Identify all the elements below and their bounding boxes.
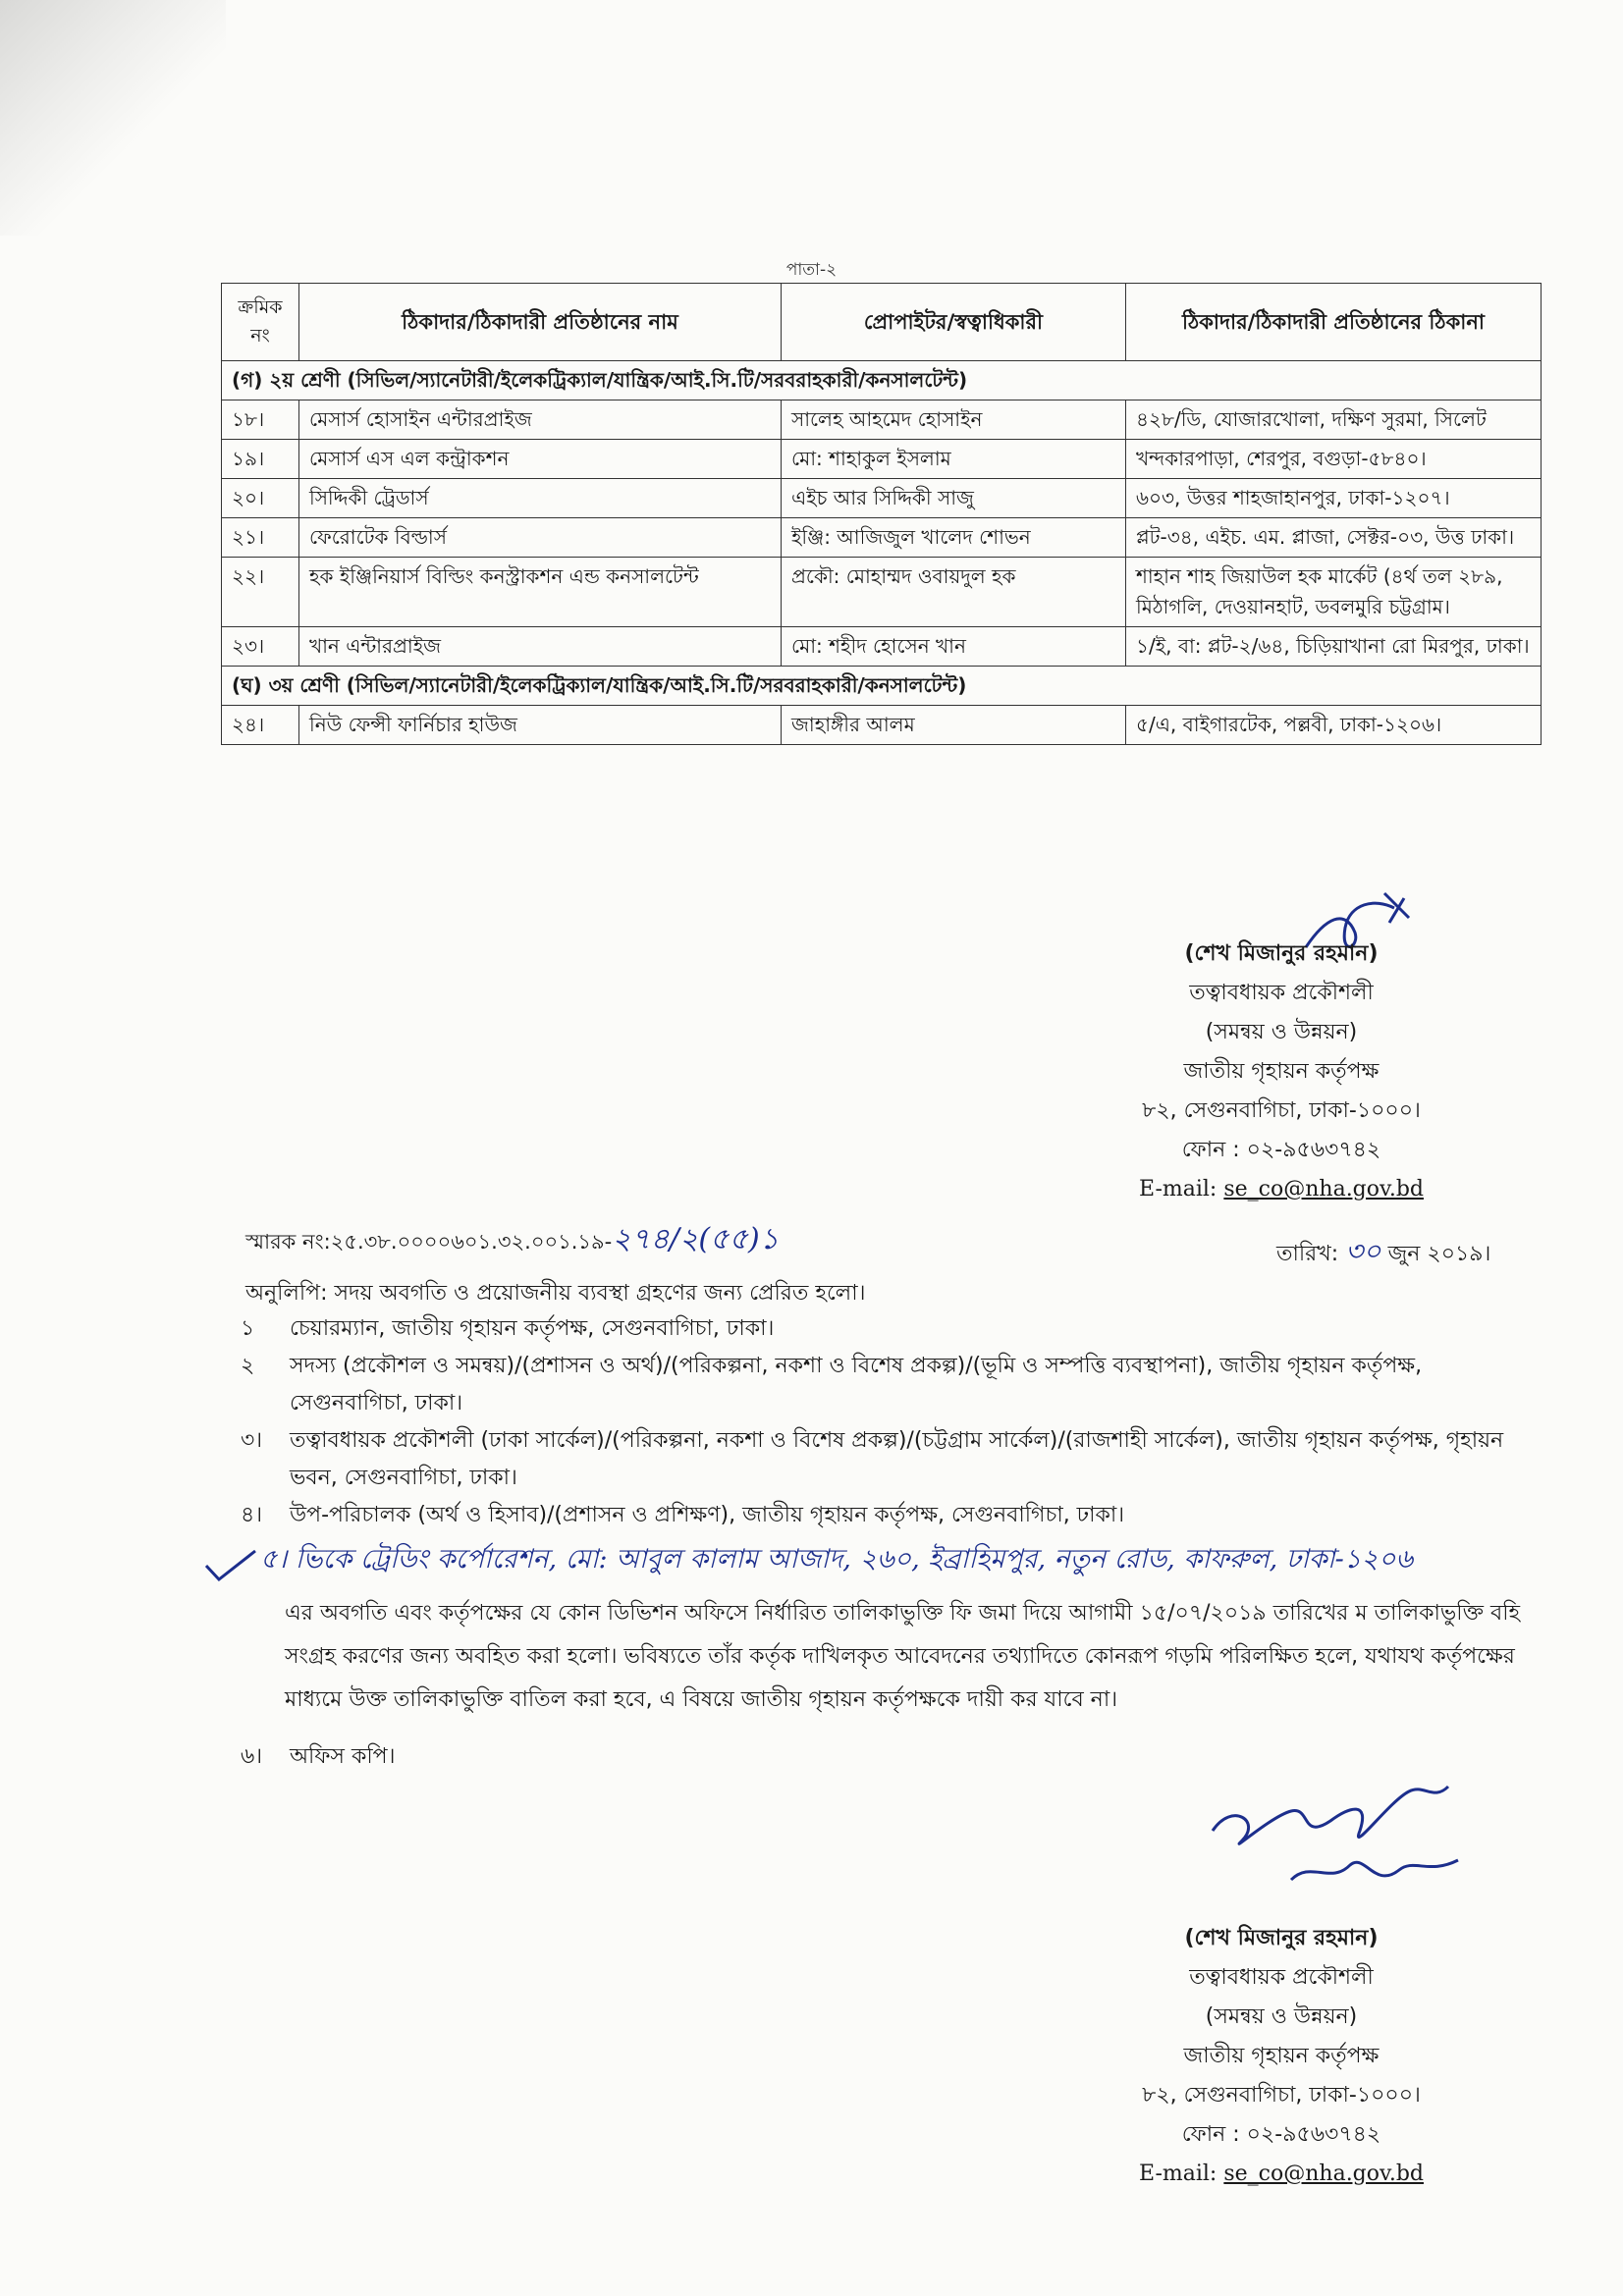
office-text: অফিস কপি। bbox=[290, 1744, 396, 1769]
table-row bbox=[222, 400, 1542, 440]
page-number: পাতা-২ bbox=[785, 260, 838, 280]
cc-num: ১ bbox=[241, 1316, 255, 1341]
signatory-org: জাতীয় গৃহায়ন কর্তৃপক্ষ bbox=[1183, 2044, 1380, 2068]
cc-text: চেয়ারম্যান, জাতীয় গৃহায়ন কর্তৃপক্ষ, সেগুনবাগিচা, ঢাকা। bbox=[290, 1316, 775, 1341]
signatory-title: তত্বাবধায়ক প্রকৌশলী bbox=[1189, 981, 1374, 1005]
address-cell: শাহান শাহ জিয়াউল হক মার্কেট (৪র্থ তল ২৮৯, মিঠাগলি, দেওয়ানহাট, ডবলমুরি চট্টগ্রাম। bbox=[1126, 558, 1542, 627]
memo-date bbox=[1276, 1230, 1490, 1276]
firm-name-cell: মেসার্স হোসাইন এন্টারপ্রাইজ bbox=[299, 400, 782, 440]
cc-item bbox=[241, 1348, 1546, 1422]
check-mark bbox=[201, 1546, 260, 1585]
cc-text: তত্বাবধায়ক প্রকৌশলী (ঢাকা সার্কেল)/(পরিকল্পনা, নকশা ও বিশেষ প্রকল্প)/(চট্টগ্রাম সার্কেল)/(রাজশাহী সার্কেল), জাতীয় গৃহায়ন কর্তৃপক্ষ, গৃহায়ন ভবন, সেগুনবাগিচা, ঢাকা। bbox=[290, 1428, 1504, 1490]
signature-mark-2 bbox=[1203, 1762, 1497, 1919]
col-address: ঠিকাদার/ঠিকাদারী প্রতিষ্ঠানের ঠিকানা bbox=[1126, 284, 1542, 361]
memo-handwritten: ২৭৪/২(৫৫)১ bbox=[612, 1222, 780, 1256]
cc-item bbox=[241, 1310, 1546, 1348]
signatory-phone: ফোন : ০২-৯৫৬৩৭৪২ bbox=[1181, 2122, 1381, 2147]
cc-num: ৩। bbox=[241, 1428, 263, 1453]
col-serial: ক্রমিক নং bbox=[222, 284, 299, 361]
proprietor-cell: এইচ আর সিদ্দিকী সাজু bbox=[782, 479, 1126, 518]
serial-cell: ২৪। bbox=[222, 706, 299, 745]
address-cell: ৫/এ, বাইগারটেক, পল্লবী, ঢাকা-১২০৬। bbox=[1126, 706, 1542, 745]
firm-name-cell: হক ইঞ্জিনিয়ার্স বিল্ডিং কনস্ট্রাকশন এন্ড কনসালটেন্ট bbox=[299, 558, 782, 627]
signatory-unit: (সমন্বয় ও উন্নয়ন) bbox=[1205, 2004, 1358, 2029]
date-label: তারিখ: bbox=[1276, 1242, 1339, 1266]
group-row-gh bbox=[222, 667, 1542, 706]
group-heading: (গ) ২য় শ্রেণী (সিভিল/স্যানেটারী/ইলেকট্রিক্যাল/যান্ত্রিক/আই.সি.টি/সরবরাহকারী/কনসালটেন্ট) bbox=[222, 361, 1542, 400]
address-cell: খন্দকারপাড়া, শেরপুর, বগুড়া-৫৮৪০। bbox=[1126, 440, 1542, 479]
address-cell: ১/ই, বা: প্লট-২/৬৪, চিড়িয়াখানা রো মিরপুর, ঢাকা। bbox=[1126, 627, 1542, 667]
note-paragraph: এর অবগতি এবং কর্তৃপক্ষের যে কোন ডিভিশন অফিসে নির্ধারিত তালিকাভুক্তি ফি জমা দিয়ে আগামী ১৫/০৭/২০১৯ তারিখের ম তালিকাভুক্তি বহি সংগ্রহ করণের জন্য অবহিত করা হলো। ভবিষ্যতে তাঁর কর্তৃক দাখিলকৃত আবেদনের তথ্যাদিতে কোনরূপ গড়মি পরিলক্ষিত হলে, যথাযথ কর্তৃপক্ষের মাধ্যমে উক্ত তালিকাভুক্তি বাতিল করা হবে, এ বিষয়ে জাতীয় গৃহায়ন কর্তৃপক্ষকে দায়ী কর যাবে না। bbox=[285, 1601, 1521, 1712]
table-row bbox=[222, 440, 1542, 479]
table-header-row bbox=[222, 284, 1542, 361]
signatory-phone: ফোন : ০২-৯৫৬৩৭৪২ bbox=[1181, 1138, 1381, 1162]
firm-name-cell: নিউ ফেন্সী ফার্নিচার হাউজ bbox=[299, 706, 782, 745]
serial-cell: ২০। bbox=[222, 479, 299, 518]
email-address[interactable]: se_co@nha.gov.bd bbox=[1223, 2162, 1424, 2186]
signatory-block-2 bbox=[1075, 1919, 1488, 2194]
office-num: ৬। bbox=[241, 1744, 263, 1769]
office-copy bbox=[241, 1739, 395, 1776]
table-row bbox=[222, 518, 1542, 558]
cc-list bbox=[241, 1310, 1546, 1534]
memo-number bbox=[245, 1215, 779, 1265]
col-proprietor: প্রোপাইটর/স্বত্বাধিকারী bbox=[782, 284, 1126, 361]
firm-name-cell: মেসার্স এস এল কন্ট্রাকশন bbox=[299, 440, 782, 479]
table-row bbox=[222, 479, 1542, 518]
signatory-address: ৮২, সেগুনবাগিচা, ঢাকা-১০০০। bbox=[1142, 1098, 1421, 1123]
cc-text: সদস্য (প্রকৌশল ও সমন্বয়)/(প্রশাসন ও অর্থ)/(পরিকল্পনা, নকশা ও বিশেষ প্রকল্প)/(ভূমি ও সম্পত্তি ব্যবস্থাপনা), জাতীয় গৃহায়ন কর্তৃপক্ষ, সেগুনবাগিচা, ঢাকা। bbox=[290, 1354, 1423, 1415]
table-row bbox=[222, 558, 1542, 627]
cc-intro: অনুলিপি: সদয় অবগতি ও প্রয়োজনীয় ব্যবস্থা গ্রহণের জন্য প্রেরিত হলো। bbox=[245, 1281, 866, 1306]
email-label: E-mail: bbox=[1138, 1177, 1217, 1201]
email-label: E-mail: bbox=[1138, 2162, 1217, 2186]
serial-cell: ২২। bbox=[222, 558, 299, 627]
proprietor-cell: মো: শহীদ হোসেন খান bbox=[782, 627, 1126, 667]
cc-item bbox=[241, 1497, 1546, 1534]
cc-item bbox=[241, 1422, 1546, 1497]
signatory-title: তত্বাবধায়ক প্রকৌশলী bbox=[1189, 1965, 1374, 1990]
signatory-name: (শেখ মিজানুর রহমান) bbox=[1184, 1926, 1379, 1950]
cc-text: উপ-পরিচালক (অর্থ ও হিসাব)/(প্রশাসন ও প্রশিক্ষণ), জাতীয় গৃহায়ন কর্তৃপক্ষ, সেগুনবাগিচা, ঢাকা। bbox=[290, 1503, 1125, 1527]
col-firm-name: ঠিকাদার/ঠিকাদারী প্রতিষ্ঠানের নাম bbox=[299, 284, 782, 361]
serial-cell: ২১। bbox=[222, 518, 299, 558]
signatory-name: (শেখ মিজানুর রহমান) bbox=[1184, 941, 1379, 966]
contractor-table bbox=[221, 283, 1542, 745]
signatory-email bbox=[1075, 1170, 1488, 1209]
proprietor-cell: মো: শাহাকুল ইসলাম bbox=[782, 440, 1126, 479]
table-row bbox=[222, 706, 1542, 745]
email-address[interactable]: se_co@nha.gov.bd bbox=[1223, 1177, 1424, 1201]
serial-cell: ১৯। bbox=[222, 440, 299, 479]
scan-shadow bbox=[0, 0, 226, 236]
date-rest: জুন ২০১৯। bbox=[1387, 1242, 1491, 1266]
firm-name-cell: ফেরোটেক বিল্ডার্স bbox=[299, 518, 782, 558]
group-row-g bbox=[222, 361, 1542, 400]
proprietor-cell: প্রকৌ: মোহাম্মদ ওবায়দুল হক bbox=[782, 558, 1126, 627]
table-row bbox=[222, 627, 1542, 667]
cc-num: ২ bbox=[241, 1354, 255, 1378]
cc-num: ৪। bbox=[241, 1503, 263, 1527]
signatory-org: জাতীয় গৃহায়ন কর্তৃপক্ষ bbox=[1183, 1059, 1380, 1084]
firm-name-cell: খান এন্টারপ্রাইজ bbox=[299, 627, 782, 667]
signatory-unit: (সমন্বয় ও উন্নয়ন) bbox=[1205, 1020, 1358, 1044]
signatory-block-1 bbox=[1075, 934, 1488, 1209]
memo-printed: স্মারক নং:২৫.৩৮.০০০০৬০১.৩২.০০১.১৯- bbox=[245, 1230, 613, 1254]
signatory-address: ৮২, সেগুনবাগিচা, ঢাকা-১০০০। bbox=[1142, 2083, 1421, 2108]
proprietor-cell: জাহাঙ্গীর আলম bbox=[782, 706, 1126, 745]
handwritten-cc-item-5: ৫। ভিকে ট্রেডিং কর্পোরেশন, মো: আবুল কালাম আজাদ, ২৬০, ইব্রাহিমপুর, নতুন রোড, কাফরুল, ঢাকা-১২০৬ bbox=[260, 1544, 1413, 1575]
serial-cell: ২৩। bbox=[222, 627, 299, 667]
group-heading: (ঘ) ৩য় শ্রেণী (সিভিল/স্যানেটারী/ইলেকট্রিক্যাল/যান্ত্রিক/আই.সি.টি/সরবরাহকারী/কনসালটেন্ট) bbox=[222, 667, 1542, 706]
address-cell: ৬০৩, উত্তর শাহজাহানপুর, ঢাকা-১২০৭। bbox=[1126, 479, 1542, 518]
proprietor-cell: সালেহ আহমেদ হোসাইন bbox=[782, 400, 1126, 440]
date-handwritten: ৩০ bbox=[1345, 1235, 1381, 1267]
address-cell: প্লট-৩৪, এইচ. এম. প্লাজা, সেক্টর-০৩, উত্ত ঢাকা। bbox=[1126, 518, 1542, 558]
firm-name-cell: সিদ্দিকী ট্রেডার্স bbox=[299, 479, 782, 518]
serial-cell: ১৮। bbox=[222, 400, 299, 440]
address-cell: ৪২৮/ডি, যোজারখোলা, দক্ষিণ সুরমা, সিলেট bbox=[1126, 400, 1542, 440]
signatory-email bbox=[1075, 2155, 1488, 2194]
proprietor-cell: ইঞ্জি: আজিজুল খালেদ শোভন bbox=[782, 518, 1126, 558]
